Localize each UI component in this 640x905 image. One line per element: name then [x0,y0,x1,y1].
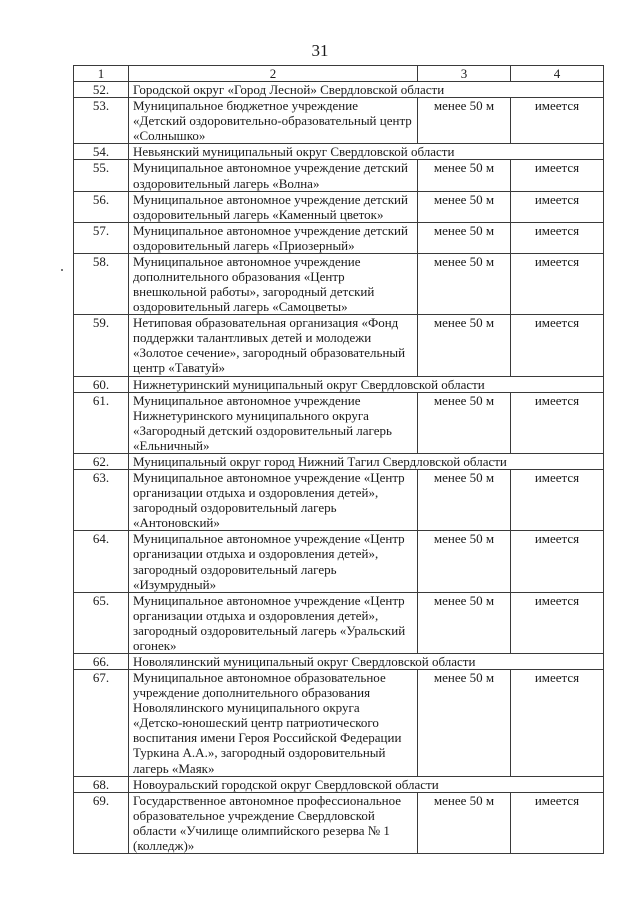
row-number: 58. [74,253,129,314]
row-number: 66. [74,653,129,669]
municipality-name: Новоуральский городской округ Свердловской области [129,776,604,792]
availability-value: имеется [511,792,604,853]
municipality-name: Невьянский муниципальный округ Свердловской области [129,144,604,160]
availability-value: имеется [511,470,604,531]
institution-name-line: оздоровительный лагерь «Волна» [133,175,320,191]
municipality-name: Городской округ «Город Лесной» Свердловской области [129,82,604,98]
scan-artifact [61,269,63,271]
group-row [74,144,604,160]
row-number: 54. [74,144,129,160]
availability-value: имеется [511,222,604,253]
distance-value: менее 50 м [418,592,511,653]
institution-name [129,392,418,453]
institution-name-line: (колледж)» [133,837,195,853]
distance-value: менее 50 м [418,98,511,144]
institution-name-line: загородный оздоровительный лагерь [133,500,337,516]
institution-name-line: «Антоновский» [133,515,220,531]
availability-value: имеется [511,670,604,777]
institution-name-line: Нижнетуринского муниципального округа [133,407,369,423]
institution-name-line: «Загородный детский оздоровительный лагерь [133,422,392,438]
institution-name-line: поддержки талантливых детей и молодежи [133,330,372,346]
institution-name-line: «Детско-юношеский центр патриотического [133,715,379,731]
distance-value: менее 50 м [418,253,511,314]
institution-name-line: воспитания имени Героя Российской Федерации [133,730,402,746]
header-col-1: 1 [74,66,129,82]
availability-value: имеется [511,160,604,191]
table-row [74,160,604,191]
availability-value: имеется [511,592,604,653]
institution-name-line: оздоровительный лагерь «Приозерный» [133,237,355,253]
group-row [74,82,604,98]
row-number: 57. [74,222,129,253]
row-number: 60. [74,376,129,392]
institution-name-line: загородный оздоровительный лагерь [133,561,337,577]
institution-name-line: Муниципальное автономное образовательное [133,670,386,686]
header-col-2: 2 [129,66,418,82]
institution-name-line: Муниципальное автономное учреждение детский [133,222,408,238]
institution-name-line: «Солнышко» [133,128,206,144]
availability-value: имеется [511,98,604,144]
institution-name-line: лагерь «Маяк» [133,760,215,776]
municipality-name: Новолялинский муниципальный округ Свердловской области [129,653,604,669]
table-row [74,98,604,144]
institution-name [129,98,418,144]
institution-name-line: «Детский оздоровительно-образовательный центр [133,113,412,129]
institution-name [129,191,418,222]
institution-name-line: огонек» [133,637,177,653]
distance-value: менее 50 м [418,531,511,592]
row-number: 59. [74,315,129,376]
institution-name-line: Муниципальное автономное учреждение [133,253,361,269]
institution-name-line: «Изумрудный» [133,576,217,592]
row-number: 69. [74,792,129,853]
row-number: 65. [74,592,129,653]
table-row [74,315,604,376]
institution-name-line: организации отдыха и оздоровления детей», [133,607,379,623]
institution-name-line: Муниципальное бюджетное учреждение [133,98,358,114]
institution-name-line: Муниципальное автономное учреждение «Центр [133,592,405,608]
institution-name-line: организации отдыха и оздоровления детей», [133,485,379,501]
row-number: 61. [74,392,129,453]
municipality-name: Муниципальный округ город Нижний Тагил Свердловской области [129,453,604,469]
institution-name [129,792,418,853]
institution-name-line: образовательное учреждение Свердловской [133,807,375,823]
table-row [74,392,604,453]
institutions-table [73,65,604,854]
row-number: 52. [74,82,129,98]
institution-name-line: Муниципальное автономное учреждение детский [133,160,408,176]
institution-name-line: оздоровительный лагерь «Каменный цветок» [133,206,384,222]
row-number: 53. [74,98,129,144]
institution-name [129,531,418,592]
institution-name [129,222,418,253]
institution-name-line: организации отдыха и оздоровления детей», [133,546,379,562]
availability-value: имеется [511,392,604,453]
distance-value: менее 50 м [418,470,511,531]
row-number: 67. [74,670,129,777]
row-number: 63. [74,470,129,531]
institution-name [129,160,418,191]
table-row [74,792,604,853]
institution-name [129,253,418,314]
table-row [74,592,604,653]
distance-value: менее 50 м [418,160,511,191]
institution-name [129,470,418,531]
distance-value: менее 50 м [418,222,511,253]
distance-value: менее 50 м [418,392,511,453]
availability-value: имеется [511,315,604,376]
row-number: 55. [74,160,129,191]
institution-name-line: Муниципальное автономное учреждение [133,392,361,408]
group-row [74,776,604,792]
availability-value: имеется [511,531,604,592]
municipality-name: Нижнетуринский муниципальный округ Свердловской области [129,376,604,392]
distance-value: менее 50 м [418,670,511,777]
table-row [74,531,604,592]
institution-name-line: «Золотое сечение», загородный образовательный [133,345,406,361]
institution-name-line: оздоровительный лагерь «Самоцветы» [133,299,348,315]
table-header-row [74,66,604,82]
header-col-4: 4 [511,66,604,82]
institution-name-line: учреждение дополнительного образования [133,685,371,701]
table-row [74,670,604,777]
row-number: 64. [74,531,129,592]
distance-value: менее 50 м [418,191,511,222]
institution-name [129,315,418,376]
table-row [74,253,604,314]
distance-value: менее 50 м [418,315,511,376]
institution-name-line: Муниципальное автономное учреждение «Центр [133,531,405,547]
row-number: 62. [74,453,129,469]
group-row [74,376,604,392]
group-row [74,653,604,669]
availability-value: имеется [511,253,604,314]
table-row [74,470,604,531]
institution-name-line: Муниципальное автономное учреждение «Центр [133,470,405,486]
institution-name-line: «Ельничный» [133,437,210,453]
institution-name-line: Новолялинского муниципального округа [133,700,360,716]
distance-value: менее 50 м [418,792,511,853]
institution-name-line: Муниципальное автономное учреждение детский [133,191,408,207]
institution-name [129,592,418,653]
institution-name-line: загородный оздоровительный лагерь «Уральский [133,622,406,638]
table-row [74,222,604,253]
row-number: 56. [74,191,129,222]
institution-name-line: Государственное автономное профессиональное [133,792,402,808]
institution-name-line: Туркина А.А.», загородный оздоровительный [133,745,386,761]
institution-name-line: Нетиповая образовательная организация «Фонд [133,315,399,331]
page-number: 31 [311,41,329,60]
row-number: 68. [74,776,129,792]
institution-name-line: области «Училище олимпийского резерва № 1 [133,822,390,838]
institution-name-line: внешкольной работы», загородный детский [133,284,375,300]
institution-name [129,670,418,777]
header-col-3: 3 [418,66,511,82]
group-row [74,453,604,469]
institution-name-line: дополнительного образования «Центр [133,269,345,285]
table-row [74,191,604,222]
availability-value: имеется [511,191,604,222]
institution-name-line: центр «Таватуй» [133,360,226,376]
